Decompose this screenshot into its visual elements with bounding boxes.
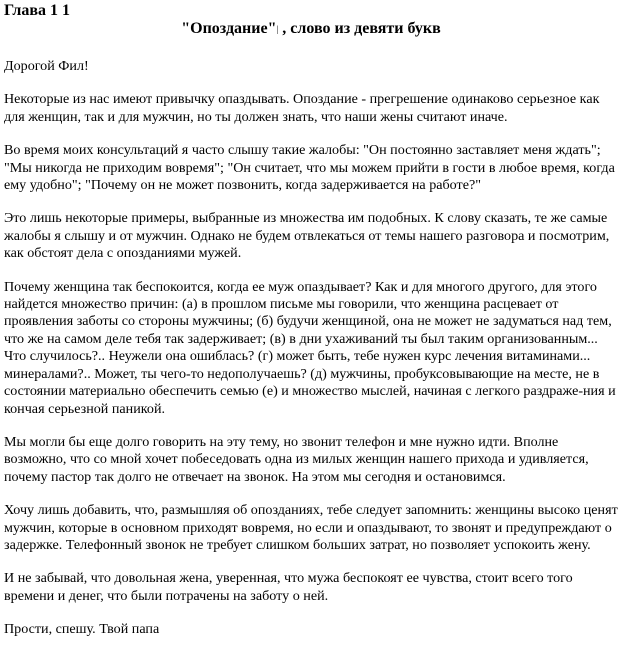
paragraph-4: Почему женщина так беспокоится, когда ее муж опаздывает? Как и для многого другого, для этого найдется множество причин: (а) в прошлом письме мы говорили, что женщина расцевает от проявления заботы со стороны мужчины; (б) будучи женщиной, она не может не задуматься над тем, что же на самом деле тебя так задерживает; (в) в дни ухаживаний ты был таким организованным... Что случилось?.. Неужели она ошиблась? (г) может быть, тебе нужен курс лечения витаминами... минералами?.. Может, ты чего-то недополучаешь? (д) мужчины, пробуксовывающие на месте, не в состоянии материально обеспечить семью (е) и множество мыслей, начиная с легкого раздраже-ния и кончая серьезной паникой. <box>4 278 616 417</box>
paragraph-3: Это лишь некоторые примеры, выбранные из множества им подобных. К слову сказать, те же самые жалобы я слышу и от мужчин. Однако не будем отвлекаться от темы нашего разговора и посмотрим, как обстоят дела с опозданиями мужей. <box>4 210 610 262</box>
paragraph-5: Мы могли бы еще долго говорить на эту тему, но звонит телефон и мне нужно идти. Вполне возможно, что со мной хочет побеседовать одна из милых женщин нашего прихода и удивляется, почему пастор так долго не отвечает на звонок. На этом мы сегодня и остановимся. <box>4 433 589 485</box>
letter-body <box>4 58 618 639</box>
paragraph-1: Некоторые из нас имеют привычку опаздывать. Опоздание - прегрешение одинаково серьезное как для женщин, так и для мужчин, но ты должен знать, что наши жены считают иначе. <box>4 91 600 125</box>
title-mark: | <box>276 24 279 34</box>
paragraph-2: Во время моих консультаций я часто слышу такие жалобы: "Он постоянно заставляет меня ждать"; "Мы никогда не приходим вовремя"; "Он считает, что мы можем прийти в гости в любое время, когда ему удобно"; "Почему он не может позвонить, когда задерживается на работе?" <box>4 142 615 194</box>
title-main: "Опоздание" <box>181 20 277 37</box>
letter-title <box>4 20 618 38</box>
chapter-label: Глава <box>4 2 46 19</box>
chapter-heading <box>4 2 70 20</box>
chapter-number: 1 1 <box>50 2 70 19</box>
title-rest: , слово из девяти букв <box>282 20 441 37</box>
paragraph-7: И не забывай, что довольная жена, уверенная, что мужа беспокоят ее чувства, стоит всего того времени и денег, что были потрачены на заботу о ней. <box>4 570 573 604</box>
paragraph-6: Хочу лишь добавить, что, размышляя об опозданиях, тебе следует запомнить: женщины высоко ценят мужчин, которые в основном приходят вовремя, но если и опаздывают, то звонят и предупреждают о задержке. Телефонный звонок не требует слишком больших затрат, но позволяет успокоить жену. <box>4 502 618 553</box>
greeting: Дорогой Фил! <box>4 58 89 74</box>
signature: Прости, спешу. Твой папа <box>4 621 160 638</box>
